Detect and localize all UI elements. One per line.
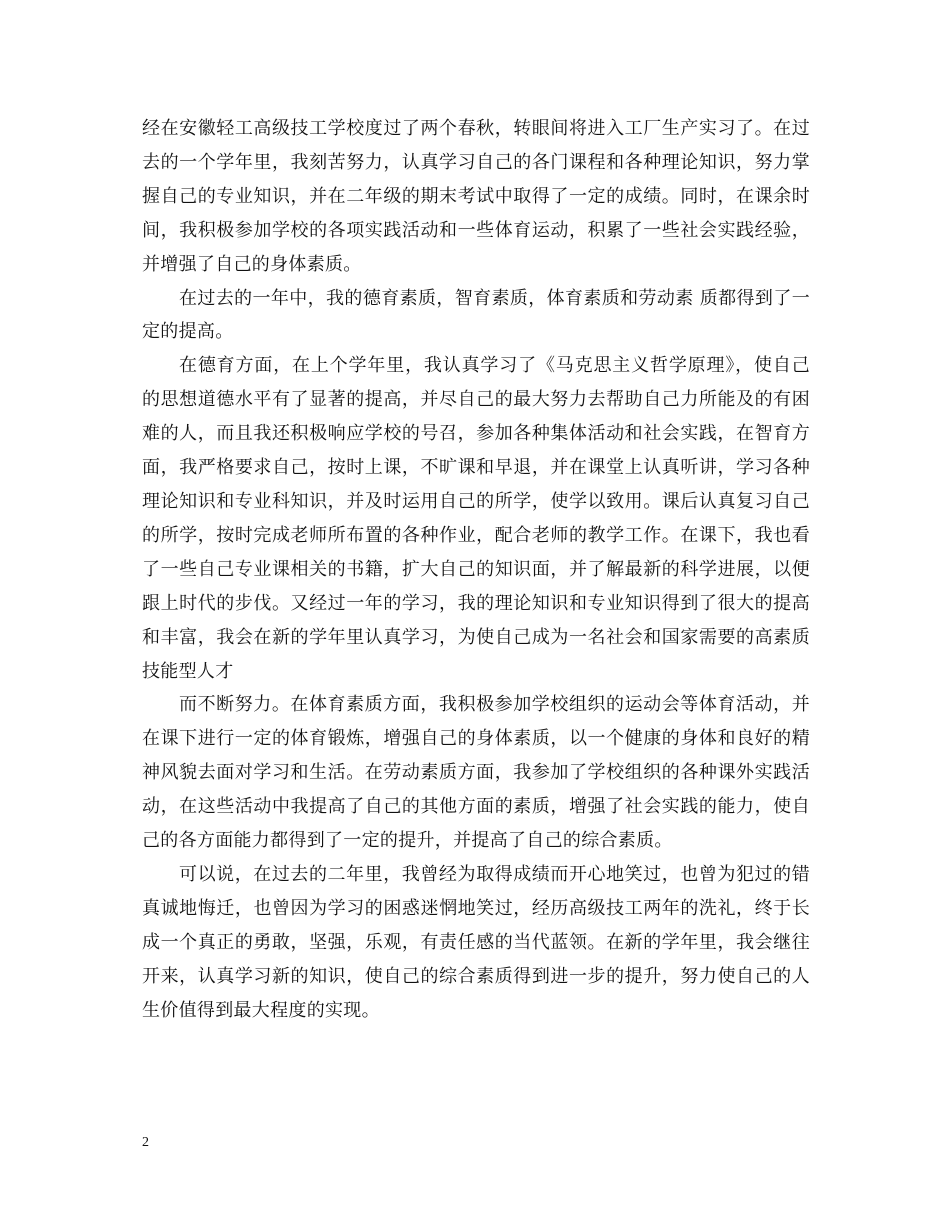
paragraph-2: 在过去的一年中，我的德育素质，智育素质，体育素质和劳动素 质都得到了一定的提高。	[142, 287, 810, 343]
paragraph-4: 而不断努力。在体育素质方面，我积极参加学校组织的运动会等体育活动，并在课下进行一定的体育锻炼，增强自己的身体素质，以一个健康的身体和良好的精神风貌去面对学习和生活。在劳动素质方面，我参加了学校组织的各种课外实践活动，在这些活动中我提高了自己的其他方面的素质，增强了社会实践的能力，使自己的各方面能力都得到了一定的提升，并提高了自己的综合素质。	[142, 694, 810, 852]
paragraph-3: 在德育方面，在上个学年里，我认真学习了《马克思主义哲学原理》，使自己的思想道德水平有了显著的提高，并尽自己的最大努力去帮助自己力所能及的有困难的人，而且我还积极响应学校的号召，参加各种集体活动和社会实践，在智育方面，我严格要求自己，按时上课，不旷课和早退，并在课堂上认真听讲，学习各种理论知识和专业科知识，并及时运用自己的所学，使学以致用。课后认真复习自己的所学，按时完成老师所布置的各种作业，配合老师的教学工作。在课下，我也看了一些自己专业课相关的书籍，扩大自己的知识面，并了解最新的科学进展，以便跟上时代的步伐。又经过一年的学习，我的理论知识和专业知识得到了很大的提高和丰富，我会在新的学年里认真学习，为使自己成为一名社会和国家需要的高素质技能型人才	[142, 355, 810, 682]
page-number: 2	[142, 1135, 149, 1150]
body-text	[142, 112, 810, 1027]
paragraph-5: 可以说，在过去的二年里，我曾经为取得成绩而开心地笑过，也曾为犯过的错真诚地悔迁，也曾因为学习的困惑迷惘地笑过，经历高级技工两年的洗礼，终于长成一个真正的勇敢，坚强，乐观，有责任感的当代蓝领。在新的学年里，我会继往开来，认真学习新的知识，使自己的综合素质得到进一步的提升，努力使自己的人生价值得到最大程度的实现。	[142, 863, 810, 1021]
paragraph-1: 经在安徽轻工高级技工学校度过了两个春秋，转眼间将进入工厂生产实习了。在过去的一个学年里，我刻苦努力，认真学习自己的各门课程和各种理论知识，努力掌握自己的专业知识，并在二年级的期末考试中取得了一定的成绩。同时，在课余时间，我积极参加学校的各项实践活动和一些体育运动，积累了一些社会实践经验，并增强了自己的身体素质。	[142, 118, 810, 275]
